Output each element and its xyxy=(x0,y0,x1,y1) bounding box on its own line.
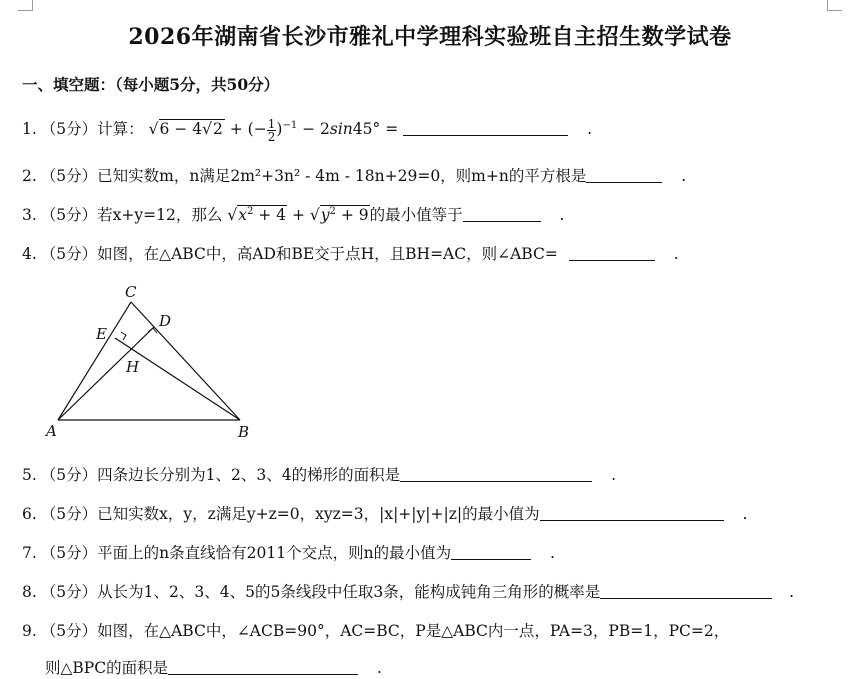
question-8: 8. （5分）从长为1、2、3、4、5的5条线段中任取3条，能构成钝角三角形的概率是 . xyxy=(22,583,795,601)
answer-blank-8[interactable] xyxy=(600,583,772,599)
question-5: 5. （5分）四条边长分别为1、2、3、4的梯形的面积是 . xyxy=(22,466,616,484)
right-angle-mark-E xyxy=(121,332,126,340)
page-corner-mark-right xyxy=(827,0,842,11)
q1-formula: √6 − 4√2 + (− $\frac{1}{2}$ )$^{-1}$ − 2sin45° = xyxy=(148,116,399,144)
answer-blank-4[interactable] xyxy=(569,245,655,261)
answer-blank-2[interactable] xyxy=(586,167,662,183)
answer-blank-5[interactable] xyxy=(400,466,592,482)
answer-blank-6[interactable] xyxy=(540,505,724,521)
question-7: 7. （5分）平面上的n条直线恰有2011个交点，则n的最小值为 . xyxy=(22,544,555,562)
answer-blank-1[interactable] xyxy=(403,120,568,136)
question-9-continued: 则△BPC的面积是 . xyxy=(45,659,382,677)
answer-blank-7[interactable] xyxy=(451,544,531,560)
question-3: 3. （5分）若x+y=12，那么 $√x^2 + 4 + √y^2 + 9$的最小值等于 . xyxy=(22,205,565,224)
label-E: E xyxy=(96,325,107,343)
question-4: 4. （5分）如图，在△ABC中，高AD和BE交于点H，且BH=AC，则∠ABC= . xyxy=(22,245,679,263)
label-B: B xyxy=(238,423,250,440)
label-A: A xyxy=(46,422,57,440)
segment-CB xyxy=(131,302,240,420)
question-9: 9. （5分）如图，在△ABC中，∠ACB=90°，AC=BC，P是△ABC内一点，PA=3，PB=1，PC=2， xyxy=(22,622,730,640)
question-1: 1. （5分）计算： √6 − 4√2 + (− $\frac{1}{2}$ )$^{-1}$ − 2sin45° = . xyxy=(22,116,592,144)
answer-blank-9[interactable] xyxy=(168,659,358,675)
page-corner-mark-left xyxy=(18,0,33,11)
page-title: 2026年湖南省长沙市雅礼中学理科实验班自主招生数学试卷 xyxy=(128,24,732,50)
segment-AC xyxy=(58,302,131,420)
question-6: 6. （5分）已知实数x，y，z满足y+z=0，xyz=3，|x|+|y|+|z|的最小值为 . xyxy=(22,505,748,523)
label-C: C xyxy=(125,283,137,301)
label-H: H xyxy=(126,358,140,376)
section-heading: 一、填空题：（每小题5分，共50分） xyxy=(22,75,280,94)
triangle-figure xyxy=(40,282,265,440)
label-D: D xyxy=(159,312,172,330)
question-2: 2. （5分）已知实数m，n满足2m²+3n² - 4m - 18n+29=0，则m+n的平方根是 . xyxy=(22,167,687,185)
q3-formula: $√x^2 + 4 + √y^2 + 9$ xyxy=(227,205,369,224)
answer-blank-3[interactable] xyxy=(463,206,541,222)
altitude-BE xyxy=(115,338,240,420)
